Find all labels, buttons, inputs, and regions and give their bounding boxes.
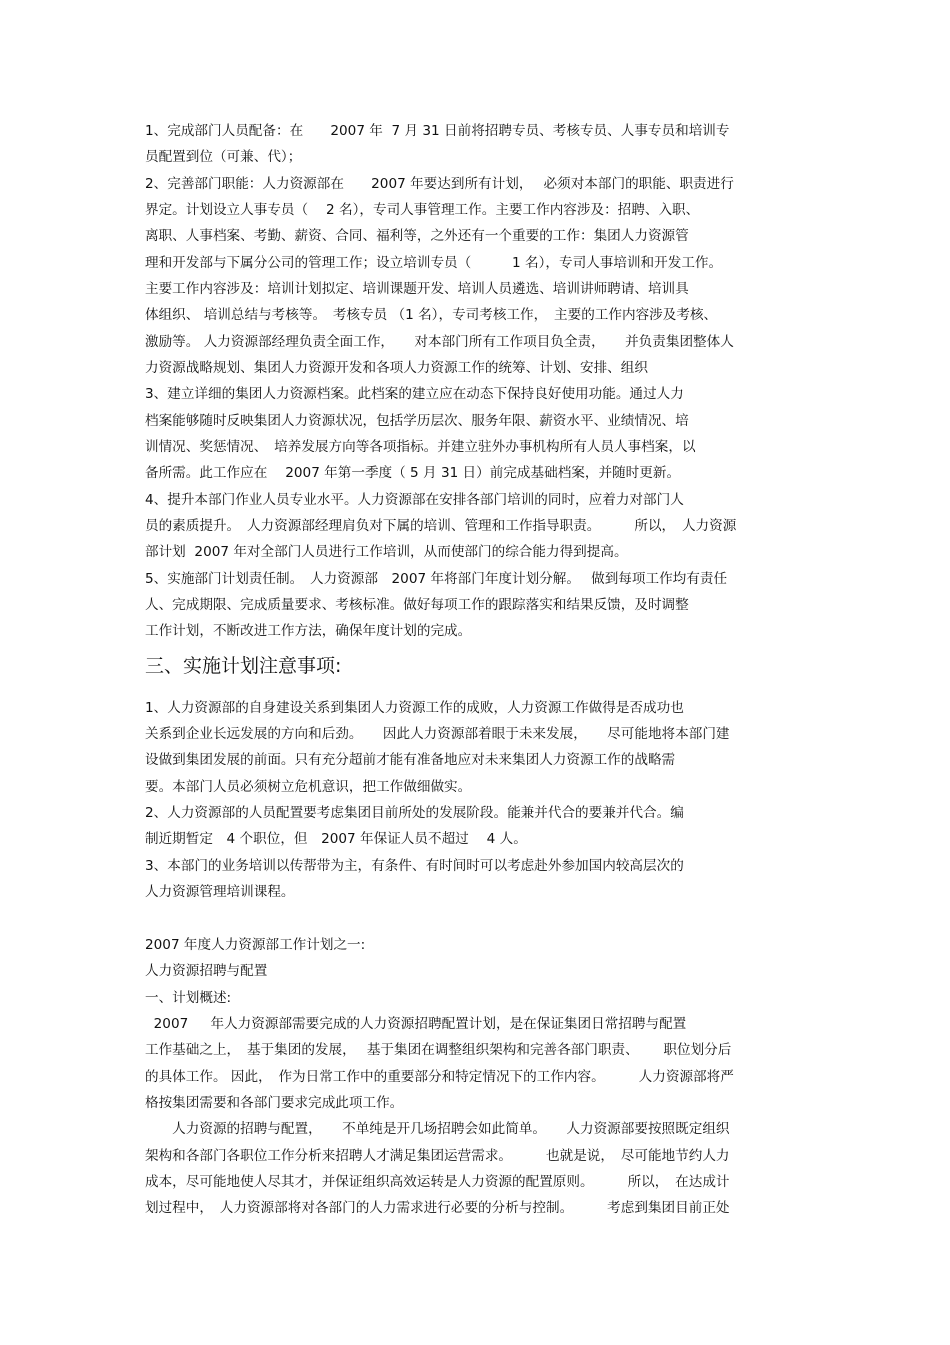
- item-3-line-4: 备所需。此工作应在 2007 年第一季度（ 5 月 31 日）前完成基础档案，并随时更新。: [145, 465, 681, 481]
- overview-heading: 一、计划概述:: [145, 990, 232, 1006]
- s3-item-1-line-3: 设做到集团发展的前面。只有充分超前才能有准备地应对未来集团人力资源工作的战略需: [145, 752, 676, 768]
- plan-title: 2007 年度人力资源部工作计划之一:: [145, 937, 366, 953]
- s3-item-2-line-1: 2、人力资源部的人员配置要考虑集团目前所处的发展阶段。能兼并代合的要兼并代合。编: [145, 805, 684, 821]
- section-3-heading: 三、实施计划注意事项:: [145, 655, 342, 677]
- s3-item-1-line-2: 关系到企业长远发展的方向和后劲。 因此人力资源部着眼于未来发展， 尽可能地将本部门建: [145, 726, 730, 742]
- overview-p1-line-4: 格按集团需要和各部门要求完成此项工作。: [145, 1095, 404, 1111]
- overview-p1-line-3: 的具体工作。 因此， 作为日常工作中的重要部分和特定情况下的工作内容。 人力资源部将严: [145, 1069, 734, 1085]
- item-2-line-7: 激励等。 人力资源部经理负责全面工作， 对本部门所有工作项目负全责， 并负责集团整体人: [145, 334, 734, 350]
- item-3-line-3: 训情况、奖惩情况、 培养发展方向等各项指标。并建立驻外办事机构所有人员人事档案，以: [145, 439, 696, 455]
- item-1-line-1: 1、完成部门人员配备：在 2007 年 7 月 31 日前将招聘专员、考核专员、人事专员和培训专: [145, 123, 730, 139]
- item-3-line-1: 3、建立详细的集团人力资源档案。此档案的建立应在动态下保持良好使用功能。通过人力: [145, 386, 684, 402]
- item-5-line-1: 5、实施部门计划责任制。 人力资源部 2007 年将部门年度计划分解。 做到每项工作均有责任: [145, 571, 728, 587]
- item-3-line-2: 档案能够随时反映集团人力资源状况，包括学历层次、服务年限、薪资水平、业绩情况、培: [145, 413, 689, 429]
- item-2-line-5: 主要工作内容涉及：培训计划拟定、培训课题开发、培训人员遴选、培训讲师聘请、培训具: [145, 281, 689, 297]
- item-5-line-3: 工作计划，不断改进工作方法，确保年度计划的完成。: [145, 623, 472, 639]
- item-1-line-2: 员配置到位（可兼、代）；: [145, 149, 302, 165]
- item-2-line-6: 体组织、 培训总结与考核等。 考核专员 （1 名），专司考核工作， 主要的工作内容涉及考核、: [145, 307, 718, 323]
- overview-p1-line-1: 2007 年人力资源部需要完成的人力资源招聘配置计划，是在保证集团日常招聘与配置: [145, 1016, 687, 1032]
- overview-p1-line-2: 工作基础之上， 基于集团的发展， 基于集团在调整组织架构和完善各部门职责、 职位划分后: [145, 1042, 732, 1058]
- item-2-line-4: 理和开发部与下属分公司的管理工作；设立培训专员（ 1 名），专司人事培训和开发工作。: [145, 255, 723, 271]
- s3-item-1-line-1: 1、人力资源部的自身建设关系到集团人力资源工作的成败，人力资源工作做得是否成功也: [145, 700, 684, 716]
- s3-item-3-line-2: 人力资源管理培训课程。: [145, 884, 295, 900]
- s3-item-3-line-1: 3、本部门的业务培训以传帮带为主，有条件、有时间时可以考虑赴外参加国内较高层次的: [145, 858, 684, 874]
- item-2-line-3: 离职、人事档案、考勤、薪资、合同、福利等，之外还有一个重要的工作：集团人力资源管: [145, 228, 689, 244]
- item-2-line-8: 力资源战略规划、集团人力资源开发和各项人力资源工作的统筹、计划、安排、组织: [145, 360, 648, 376]
- plan-subtitle: 人力资源招聘与配置: [145, 963, 268, 979]
- overview-p2-line-2: 架构和各部门各职位工作分析来招聘人才满足集团运营需求。 也就是说， 尽可能地节约人力: [145, 1148, 730, 1164]
- item-4-line-3: 部计划 2007 年对全部门人员进行工作培训，从而使部门的综合能力得到提高。: [145, 544, 628, 560]
- s3-item-1-line-4: 要。本部门人员必须树立危机意识，把工作做细做实。: [145, 779, 472, 795]
- s3-item-2-line-2: 制近期暂定 4 个职位，但 2007 年保证人员不超过 4 人。: [145, 831, 527, 847]
- item-2-line-2: 界定。计划设立人事专员（ 2 名），专司人事管理工作。主要工作内容涉及：招聘、入职、: [145, 202, 700, 218]
- overview-p2-line-1: 人力资源的招聘与配置， 不单纯是开几场招聘会如此简单。 人力资源部要按照既定组织: [145, 1121, 730, 1137]
- item-2-line-1: 2、完善部门职能：人力资源部在 2007 年要达到所有计划， 必须对本部门的职能、职责进行: [145, 176, 734, 192]
- overview-p2-line-4: 划过程中， 人力资源部将对各部门的人力需求进行必要的分析与控制。 考虑到集团目前正处: [145, 1200, 730, 1216]
- item-4-line-1: 4、提升本部门作业人员专业水平。人力资源部在安排各部门培训的同时，应着力对部门人: [145, 492, 684, 508]
- overview-p2-line-3: 成本，尽可能地使人尽其才，并保证组织高效运转是人力资源的配置原则。 所以， 在达成计: [145, 1174, 730, 1190]
- item-5-line-2: 人、完成期限、完成质量要求、考核标准。做好每项工作的跟踪落实和结果反馈，及时调整: [145, 597, 689, 613]
- item-4-line-2: 员的素质提升。 人力资源部经理肩负对下属的培训、管理和工作指导职责。 所以， 人力资源: [145, 518, 737, 534]
